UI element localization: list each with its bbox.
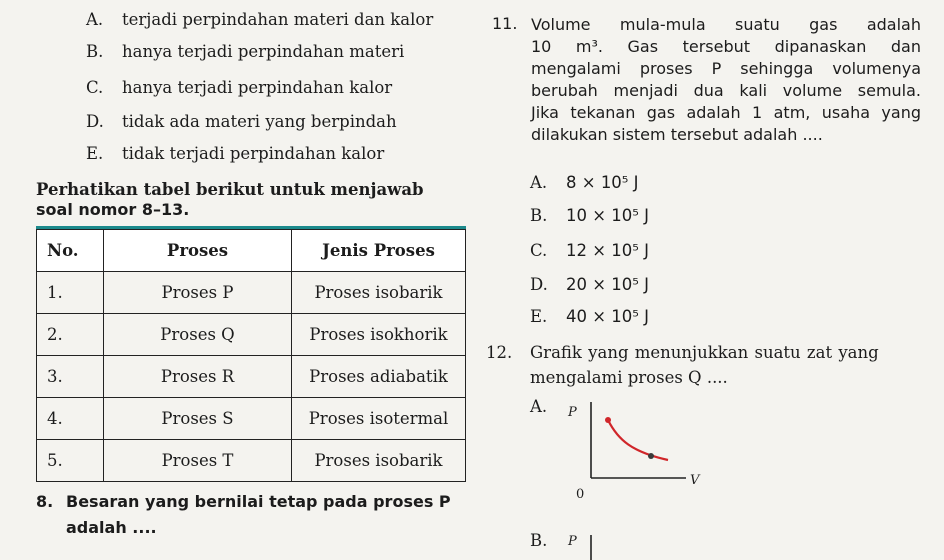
q11-line-1: Volume mula-mula suatu gas adalah — [531, 15, 921, 34]
cell-no: 3. — [37, 356, 104, 398]
option-letter: A. — [86, 10, 104, 29]
option-d — [86, 112, 397, 131]
graph-a-point-start — [605, 417, 611, 423]
q12-graph-b[interactable] — [566, 527, 606, 560]
cell-no: 1. — [37, 272, 104, 314]
q12-line-2: mengalami proses Q .... — [530, 368, 728, 387]
cell-proses: Proses S — [104, 398, 292, 440]
q12-graph-a[interactable] — [566, 400, 716, 508]
q11-line-6: dilakukan sistem tersebut adalah .... — [531, 125, 823, 144]
option-letter: A. — [530, 173, 548, 192]
option-text: terjadi perpindahan materi dan kalor — [122, 10, 434, 29]
q11-option-a[interactable] — [530, 173, 639, 192]
option-e — [86, 144, 385, 163]
cell-proses: Proses Q — [104, 314, 292, 356]
cell-proses: Proses T — [104, 440, 292, 482]
table-row — [37, 314, 466, 356]
option-text: hanya terjadi perpindahan kalor — [122, 78, 393, 97]
cell-proses: Proses R — [104, 356, 292, 398]
option-a — [86, 10, 434, 29]
option-text: tidak terjadi perpindahan kalor — [122, 144, 385, 163]
cell-no: 5. — [37, 440, 104, 482]
graph-a-curve — [608, 420, 668, 460]
graph-b-p-label: P — [568, 534, 577, 549]
header-proses: Proses — [104, 230, 292, 272]
option-letter: D. — [530, 275, 548, 294]
option-letter: B. — [86, 42, 104, 61]
option-c — [86, 78, 393, 97]
graph-a-p-label: P — [568, 405, 577, 420]
cell-jenis: Proses isokhorik — [292, 314, 466, 356]
option-value: 12 × 10⁵ J — [566, 241, 650, 260]
q11-line-4: berubah menjadi dua kali volume semula. — [531, 81, 921, 100]
cell-jenis: Proses isotermal — [292, 398, 466, 440]
q8 — [36, 492, 451, 511]
cell-no: 2. — [37, 314, 104, 356]
option-letter: C. — [86, 78, 104, 97]
graph-a-point-end — [648, 453, 654, 459]
option-letter: B. — [530, 206, 548, 225]
option-letter: D. — [86, 112, 104, 131]
option-text: hanya terjadi perpindahan materi — [122, 42, 405, 61]
option-letter: C. — [530, 241, 548, 260]
cell-jenis: Proses isobarik — [292, 440, 466, 482]
q8-number: 8. — [36, 492, 54, 511]
option-letter: E. — [86, 144, 104, 163]
q12-line-1: Grafik yang menunjukkan suatu zat yang — [530, 343, 879, 362]
option-value: 20 × 10⁵ J — [566, 275, 650, 294]
header-jenis-proses: Jenis Proses — [292, 230, 466, 272]
table-row — [37, 398, 466, 440]
instruction-line-1: Perhatikan tabel berikut untuk menjawab — [36, 180, 424, 199]
header-no: No. — [37, 230, 104, 272]
q8-line-1: Besaran yang bernilai tetap pada proses P — [66, 492, 451, 511]
q8-line-2: adalah .... — [66, 518, 157, 537]
cell-proses: Proses P — [104, 272, 292, 314]
q11-option-d[interactable] — [530, 275, 650, 294]
option-b — [86, 42, 405, 61]
q11-option-b[interactable] — [530, 206, 650, 225]
cell-no: 4. — [37, 398, 104, 440]
q11-stem — [531, 14, 921, 146]
cell-jenis: Proses adiabatik — [292, 356, 466, 398]
table-row — [37, 440, 466, 482]
option-value: 10 × 10⁵ J — [566, 206, 650, 225]
q11-line-3: mengalami proses P sehingga volumenya — [531, 59, 921, 78]
q11-line-5: Jika tekanan gas adalah 1 atm, usaha yang — [531, 103, 921, 122]
option-letter: E. — [530, 307, 548, 326]
instruction-line-2: soal nomor 8–13. — [36, 200, 190, 219]
table-row — [37, 272, 466, 314]
table-row — [37, 356, 466, 398]
option-value: 40 × 10⁵ J — [566, 307, 650, 326]
graph-a-v-label: V — [690, 473, 700, 488]
q11-line-2: 10 m³. Gas tersebut dipanaskan dan — [531, 37, 921, 56]
q11-option-c[interactable] — [530, 241, 650, 260]
q11-option-e[interactable] — [530, 307, 650, 326]
option-value: 8 × 10⁵ J — [566, 173, 639, 192]
q12-option-a-letter: A. — [530, 397, 548, 416]
q12-number: 12. — [486, 343, 513, 362]
q11-number: 11. — [492, 14, 518, 33]
cell-jenis: Proses isobarik — [292, 272, 466, 314]
table-header-row — [37, 230, 466, 272]
q12-option-b-letter: B. — [530, 531, 548, 550]
process-table — [36, 229, 466, 482]
graph-a-origin: 0 — [576, 487, 585, 502]
option-text: tidak ada materi yang berpindah — [122, 112, 397, 131]
